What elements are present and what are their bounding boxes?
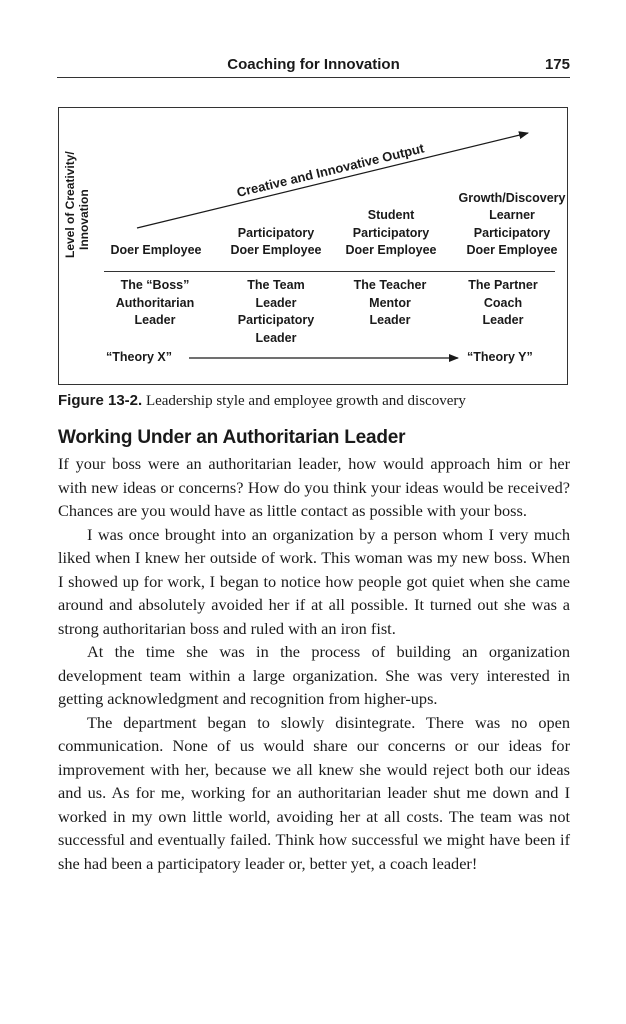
leader-teacher: The Teacher Mentor Leader bbox=[353, 278, 427, 327]
stage-doer-employee: Doer Employee bbox=[110, 243, 202, 257]
figure-caption-text: Leadership style and employee growth and discovery bbox=[142, 393, 466, 409]
page-number: 175 bbox=[544, 56, 570, 73]
y-axis-label-line-1: Level of Creativity/ bbox=[63, 151, 77, 258]
leader-team: The Team Leader Participatory Leader bbox=[237, 278, 315, 345]
figure-caption-label: Figure 13-2. bbox=[58, 392, 143, 409]
leader-partner: The Partner Coach Leader bbox=[468, 278, 538, 327]
stage-participatory-doer: Participatory Doer Employee bbox=[230, 225, 322, 257]
paragraph: I was once brought into an organization by a person whom I very much liked when I knew her outside of work. This woman was my new boss. When I showed up for work, I began to notice how people got quiet when she came around and absolutely avoided her if at all possible. It turned out she was a strong authoritarian boss and ruled with an iron fist. bbox=[58, 524, 570, 638]
section-heading: Working Under an Authoritarian Leader bbox=[58, 427, 406, 448]
y-axis-label-line-2: Innovation bbox=[77, 189, 91, 250]
stage-growth-discovery: Growth/Discovery Learner Participatory Doer Employee bbox=[458, 190, 566, 257]
theory-y-label: “Theory Y” bbox=[467, 350, 533, 364]
stage-student: Student Participatory Doer Employee bbox=[345, 208, 437, 257]
paragraph: At the time she was in the process of building an organization development team within a large organization. She was very interested in getting acknowledgment and recognition from higher-ups. bbox=[58, 642, 570, 708]
leader-boss: The “Boss” Authoritarian Leader bbox=[115, 278, 195, 327]
stage-divider-rule bbox=[104, 271, 555, 272]
figure-caption bbox=[58, 392, 466, 410]
growth-arrow-label: Creative and Innovative Output bbox=[235, 140, 426, 200]
body-text bbox=[58, 452, 570, 875]
paragraph: If your boss were an authoritarian leader, how would approach him or her with new ideas or concerns? How do you think your ideas would be received? Chances are you would have as little contact as possible with your boss. bbox=[58, 454, 570, 520]
paragraph: The department began to slowly disintegrate. There was no open communication. None of us would share our concerns or our ideas for improvement with her, because we all knew she would reject both our ideas and us. As for me, working for an authoritarian leader shut me down and I worked in my own little world, avoiding her at all costs. The team was not successful and eventually failed. Think how successful we might have been if she had been a participatory leader or, better yet, a coach leader! bbox=[58, 712, 570, 873]
theory-x-label: “Theory X” bbox=[106, 350, 172, 364]
running-title: Coaching for Innovation bbox=[227, 56, 400, 73]
